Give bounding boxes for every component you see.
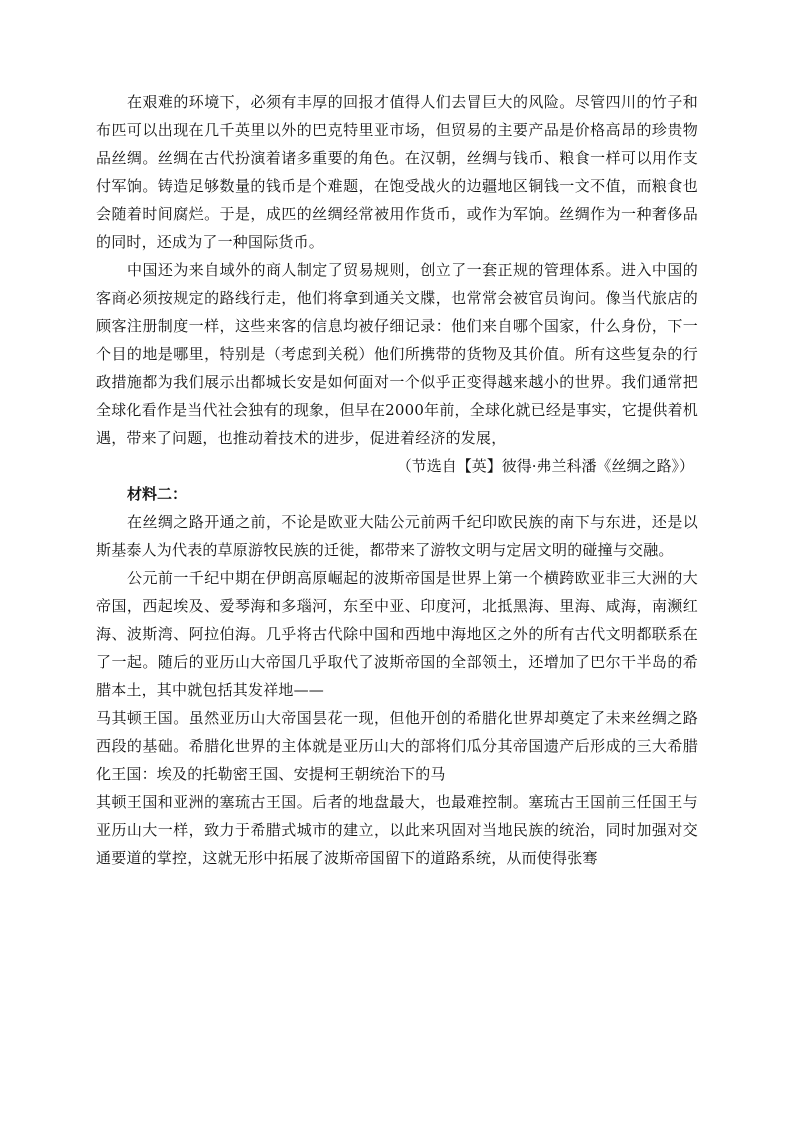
paragraph-hellenistic-world: 马其顿王国。虽然亚历山大帝国昙花一现，但他开创的希腊化世界却奠定了未来丝绸之路西段的基础。希腊化世界的主体就是亚历山大的部将们瓜分其帝国遗产后形成的三大希腊化王国：埃及的托勒密王国、安提柯王朝统治下的马 (96, 709, 698, 783)
document-page (96, 88, 698, 872)
paragraph-silk-currency: 在艰难的环境下，必须有丰厚的回报才值得人们去冒巨大的风险。尽管四川的竹子和布匹可以出现在几千英里以外的巴克特里亚市场，但贸易的主要产品是价格高昂的珍贵物品丝绸。丝绸在古代扮演着诸多重要的角色。在汉朝，丝绸与钱币、粮食一样可以用作支付军饷。铸造足够数量的钱币是个难题，在饱受战火的边疆地区铜钱一文不值，而粮食也会随着时间腐烂。于是，成匹的丝绸经常被用作货币，或作为军饷。丝绸作为一种奢侈品的同时，还成为了一种国际货币。 (96, 93, 698, 251)
paragraph-persian-empire: 公元前一千纪中期在伊朗高原崛起的波斯帝国是世界上第一个横跨欧亚非三大洲的大帝国，西起埃及、爱琴海和多瑙河，东至中亚、印度河，北抵黑海、里海、咸海，南濒红海、波斯湾、阿拉伯海。几乎将古代除中国和西地中海地区之外的所有古代文明都联系在了一起。随后的亚历山大帝国几乎取代了波斯帝国的全部领土，还增加了巴尔干半岛的希腊本土，其中就包括其发祥地—— (96, 569, 698, 699)
paragraph-nomadic-migration: 在丝绸之路开通之前，不论是欧亚大陆公元前两千纪印欧民族的南下与东进，还是以斯基泰人为代表的草原游牧民族的迁徙，都带来了游牧文明与定居文明的碰撞与交融。 (96, 513, 698, 559)
section-heading-material-two: 材料二： (127, 485, 188, 503)
paragraph-trade-rules: 中国还为来自域外的商人制定了贸易规则，创立了一套正规的管理体系。进入中国的客商必须按规定的路线行走，他们将拿到通关文牒，也常常会被官员询问。像当代旅店的顾客注册制度一样，这些来客的信息均被仔细记录：他们来自哪个国家，什么身份，下一个目的地是哪里，特别是（考虑到关税）他们所携带的货物及其价值。所有这些复杂的行政措施都为我们展示出都城长安是如何面对一个似乎正变得越来越小的世界。我们通常把全球化看作是当代社会独有的现象，但早在2000年前，全球化就已经是事实，它提供着机遇，带来了问题，也推动着技术的进步，促进着经济的发展， (96, 261, 698, 447)
source-citation: （节选自【英】彼得·弗兰科潘《丝绸之路》） (396, 457, 694, 475)
paragraph-seleucid-kingdom: 其顿王国和亚洲的塞琉古王国。后者的地盘最大，也最难控制。塞琉古王国前三任国王与亚历山大一样，致力于希腊式城市的建立，以此来巩固对当地民族的统治，同时加强对交通要道的掌控，这就无形中拓展了波斯帝国留下的道路系统，从而使得张骞 (96, 793, 698, 867)
